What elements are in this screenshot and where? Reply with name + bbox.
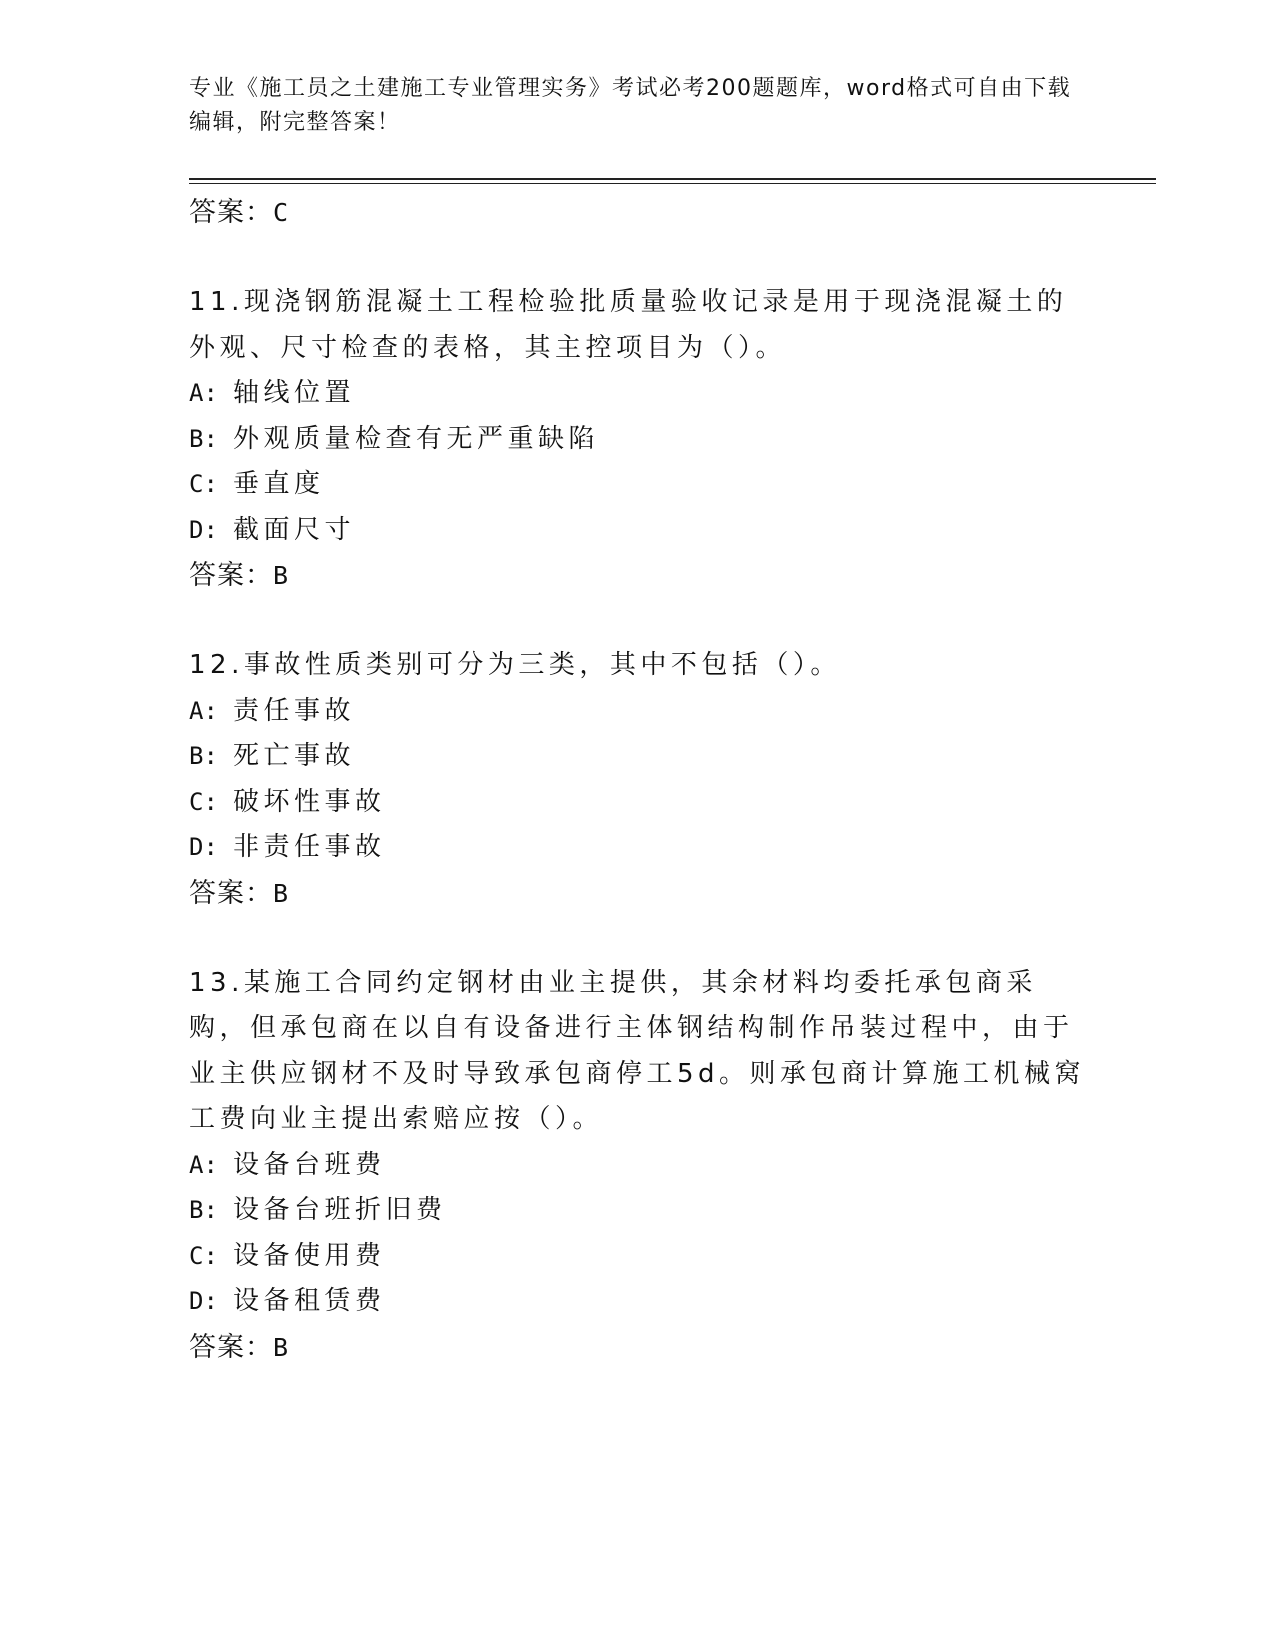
option-d [189,825,1089,871]
option-key: A: [189,696,218,725]
answer-value: B [273,561,290,590]
question-12 [189,643,1089,917]
option-text: 垂直度 [233,469,325,499]
option-b [189,417,1089,463]
option-a [189,1143,1089,1189]
answer-label: 答案： [189,197,273,228]
option-d [189,508,1089,554]
option-text: 设备使用费 [233,1240,386,1271]
option-key: C: [189,1241,218,1270]
option-text: 责任事故 [233,695,356,726]
option-text: 非责任事故 [233,832,386,862]
option-key: D: [189,515,218,544]
option-key: D: [189,1287,218,1315]
option-key: D: [189,833,218,861]
answer [189,871,1089,917]
option-text: 死亡事故 [233,741,356,771]
option-c [189,1234,1089,1280]
option-text: 设备台班费 [233,1149,386,1180]
answer-label: 答案： [189,560,273,591]
option-c [189,780,1089,826]
option-b [189,734,1089,780]
answer-label: 答案： [189,1331,273,1363]
option-key: A: [189,1150,218,1179]
option-key: C: [189,470,218,498]
question-text: 11.现浇钢筋混凝土工程检验批质量验收记录是用于现浇混凝土的外观、尺寸检查的表格，其主控项目为（）。 [189,287,1068,363]
answer-value: B [273,878,290,908]
question-13 [189,961,1089,1371]
option-text: 破坏性事故 [233,786,386,817]
document-body [189,190,1089,1371]
answer-value: C [273,198,290,227]
option-key: A: [189,379,218,407]
option-c [189,462,1089,508]
answer-value: B [273,1332,290,1362]
option-text: 轴线位置 [233,378,356,408]
option-key: B: [189,1196,218,1224]
option-a [189,371,1089,417]
question-11 [189,280,1089,599]
answer-label: 答案： [189,877,273,909]
option-b [189,1188,1089,1234]
option-text: 外观质量检查有无严重缺陷 [233,423,600,454]
option-text: 设备台班折旧费 [233,1195,447,1225]
option-key: C: [189,787,218,816]
option-a [189,689,1089,735]
answer [189,1325,1089,1371]
option-text: 截面尺寸 [233,514,356,545]
option-d [189,1279,1089,1325]
question-text: 12.事故性质类别可分为三类，其中不包括（）。 [189,650,841,680]
header-note: 专业《施工员之土建施工专业管理实务》考试必考200题题库，word格式可自由下载编辑，附完整答案！ [189,76,1072,135]
option-text: 设备租赁费 [233,1286,386,1316]
option-key: B: [189,742,218,770]
question-text: 13.某施工合同约定钢材由业主提供，其余材料均委托承包商采购，但承包商在以自有设备进行主体钢结构制作吊装过程中，由于业主供应钢材不及时导致承包商停工5d。则承包商计算施工机械窝工费向业主提出索赔应按（）。 [189,967,1086,1134]
option-key: B: [189,424,218,453]
previous-answer [189,190,1089,236]
answer [189,553,1089,599]
header-divider [189,178,1156,184]
